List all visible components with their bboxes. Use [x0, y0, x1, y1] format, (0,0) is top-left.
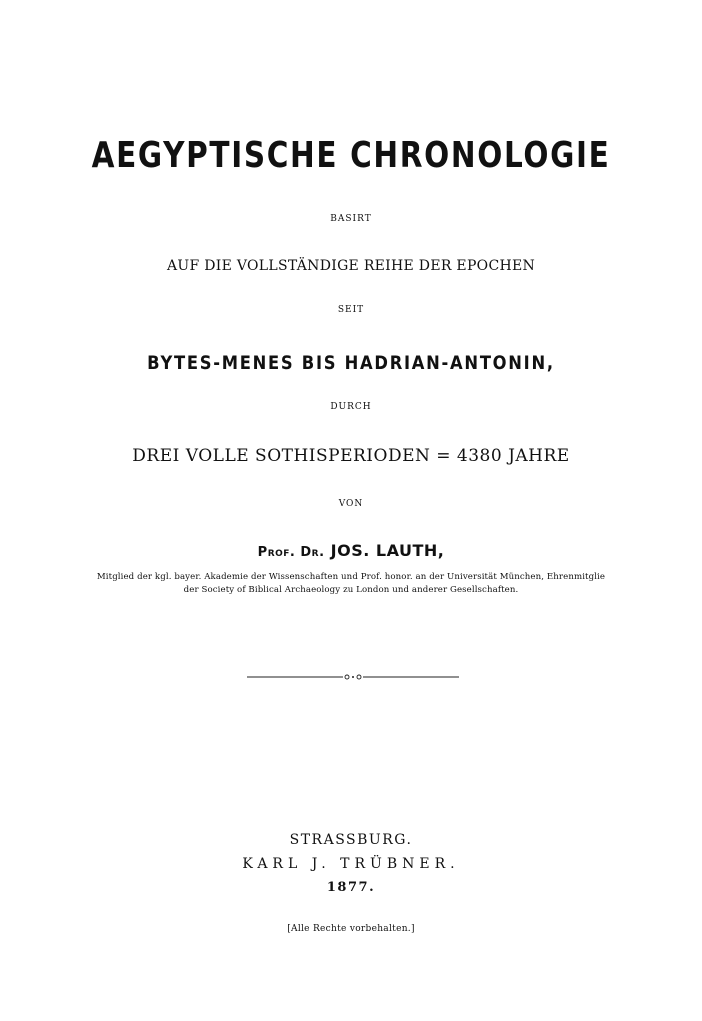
bytes-hadrian-line: BYTES-MENES BIS HADRIAN-ANTONIN, [147, 352, 555, 374]
von-label: VON [338, 499, 364, 509]
author-name: JOS. LAUTH, [330, 541, 445, 560]
main-title: AEGYPTISCHE CHRONOLOGIE [91, 135, 611, 176]
durch-label: DURCH [330, 402, 372, 412]
affiliation-line-2: der Society of Biblical Archaeology zu London und anderer Gesellschaften. [183, 585, 519, 595]
seit-label: SEIT [337, 305, 365, 315]
imprint-publisher: KARL J. TRÜBNER. [242, 856, 460, 872]
rights-notice: [Alle Rechte vorbehalten.] [287, 924, 415, 934]
affiliation-line-1: Mitglied der kgl. bayer. Akademie der Wissenschaften und Prof. honor. an der Universität München, Ehrenmitglie [96, 572, 606, 582]
basirt-label: BASIRT [330, 214, 372, 224]
imprint-year: 1877. [326, 880, 376, 895]
ornament-rule-divider [247, 672, 459, 682]
author-line [0, 541, 702, 560]
sothis-line: DREI VOLLE SOTHISPERIODEN = 4380 JAHRE [132, 446, 570, 466]
epochs-line: AUF DIE VOLLSTÄNDIGE REIHE DER EPOCHEN [166, 258, 536, 274]
author-prefix: Prof. Dr. [257, 545, 325, 560]
imprint-city: STRASSBURG. [289, 832, 413, 848]
